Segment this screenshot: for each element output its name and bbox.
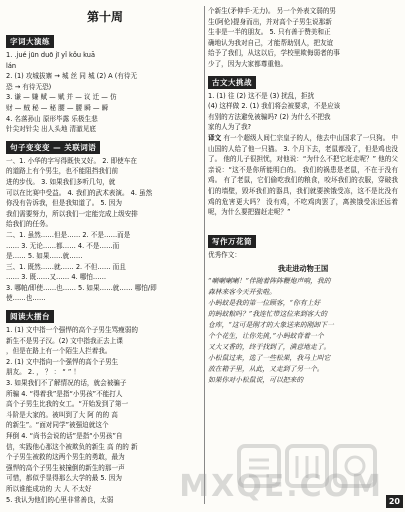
column-divider <box>204 6 205 504</box>
essay-line: 小蚂蚁是我的第一位顾客，“你有上好 <box>208 298 321 307</box>
essay-line: 如果你对小松鼠说，可以把来的 <box>208 375 304 384</box>
answer-line: 的道路上有个男生，也不能阻挡我们前 <box>6 167 119 176</box>
answer-line: …… 3. 既……又…… 4. 哪怕…… <box>6 273 107 282</box>
answer-line: 恐 → 有待无恐) <box>6 82 52 91</box>
section-header-reading: 阅读大擂台 <box>6 310 54 323</box>
answer-line: lán <box>6 61 17 70</box>
answer-line: 给予了我们，从这以后，学校里欺侮弱者的事 <box>208 49 340 58</box>
essay-line: 森林来客今天开张啦。 <box>208 287 276 296</box>
answer-line: 2. (1) 文中指向一个强悍的高个子男生 <box>6 357 119 366</box>
answer-line: 三、1. 既然……就…… 2. 不但…… 而且 <box>6 262 126 271</box>
excellent-essay-label: 优秀作文： <box>208 250 241 259</box>
reading-answers-continued <box>208 6 398 70</box>
classical-answers <box>208 91 398 229</box>
answer-line: 2. (1) 攻城拔寨 → 城 丝 同 城 (2) A (有待无 <box>6 72 138 81</box>
left-column <box>6 6 204 505</box>
answer-line: 二、1. 虽然……但是…… 2. 不是……而是 <box>6 230 131 239</box>
essay-line: 个个花生，让你先挑，”小蚂蚁背着一个 <box>208 331 324 340</box>
answer-line: ，但是在路上有一个陌生人拦着我。 <box>6 347 112 356</box>
essay-line: 又大又香的，终于找到了，满意地走了。 <box>208 342 331 351</box>
answer-line: 信，实践他心那这个被欺负的新生 高 的的 新 <box>6 442 138 451</box>
answer-line: 4. 名落孙山 原形毕露 乐极生悲 <box>6 114 98 123</box>
answer-line: 3. 哪帕/即使……也…… 5. 如果……就…… 哪怕/即 <box>6 283 157 292</box>
answer-line: 少了，因为大家都尊重他。 <box>208 59 288 68</box>
answer-line: 个子男生被救的这两个男生的勇敢，最为 <box>6 453 125 462</box>
answer-line: 所骗 4. “得着我”是指“小男孩”不能打人 <box>6 389 123 398</box>
translation-text: 有一个超级人间仁宗皇子的人，他去中山国求了一只狗。 中山国的人给了他一只猫。 3. 个月下去，老鼠都没了，但是鸡也没了。 他的儿子很担忧，对他说：“为什么不把它赶走呢？” 他的父亲说：“这不是你所能明白的。 我们的祸患是老鼠，不在于没有鸡。 有了老鼠，它们偷吃我们的粮食，咬坏我们的衣服，穿破我们的墙壁，毁坏我们的器具，我们就要挨饿受冻，这不是比没有鸡的危害更大吗？ 没有鸡，不吃鸡肉罢了，离挨饿受冻还远着呢，为什么要把猫赶走呢？” <box>208 133 398 217</box>
answer-line: 个新生(矛伸手·无力)。 另一个外表文弱的男 <box>208 7 337 15</box>
answer-line: 新生不是男子汉。(2) 文中指我正去上课 <box>6 336 123 345</box>
answer-line: 给我们的任务。 <box>6 220 53 229</box>
translation-label: 译文 <box>208 133 222 142</box>
answer-line: 朋友。 2. ， ？ ： “ ” ！ <box>6 368 80 377</box>
answer-line: 5. 我认为他们的心里非常善良，太弱 <box>6 495 114 504</box>
essay-line: 的蚂蚁粮吗？”我连忙带这位来到客大的 <box>208 309 328 318</box>
answer-line: 可以在比赛中受益。 4. 我们的武术表演。 4. 虽然 <box>6 188 153 197</box>
section-header-classical: 古文大挑战 <box>208 76 256 89</box>
answer-line: 拜倒 4. “尚书会说的话”是指“小男孩”自 <box>6 432 123 440</box>
sentence-answers <box>6 156 204 304</box>
answer-line: 一、1. 小华的字写得既快又好。 2. 即使车在 <box>6 156 137 165</box>
vocabulary-answers <box>6 50 204 135</box>
answer-line: 有别的方法避免被骗吗? (2) 为什么不把我 <box>208 112 331 121</box>
answer-line: 进的步伐。 3. 如果我们多听几句，就 <box>6 177 116 186</box>
answer-line: 针尖对针尖 出人头地 清澈见底 <box>6 125 96 134</box>
answer-line: 3. 如果我们不了解情况的话，就会被骗子 <box>6 379 127 388</box>
answer-line: 3. 谦 — 嫌 赋 — 赋 并 — 议 迁 — 仿 <box>6 93 117 102</box>
answer-line: 可惜，都似乎显得那么大学的最 5. 因为 <box>6 474 122 483</box>
page-number: 20 <box>386 495 403 508</box>
page-title: 第十周 <box>86 10 123 24</box>
answer-line: 的新生”。“面对同学”被强迫就这个 <box>6 421 109 430</box>
right-column <box>208 6 398 386</box>
answer-line: 1. (1) 往 (2) 这不是 (3) 扰乱，拒扰 <box>208 91 315 100</box>
answer-line: 生非是一半的朋友。 5. 只有善于赞美和正 <box>208 28 331 37</box>
answer-line: 1. .jué jūn duō jī yǐ kǒu kuā <box>6 51 95 59</box>
section-header-vocabulary: 字词大演练 <box>6 35 54 48</box>
answer-line: (4) 这样做 2. (1) 我们将会被要求，不是应该 <box>208 102 341 111</box>
translation-paragraph <box>208 133 398 229</box>
essay-title: 我走进动物王国 <box>277 263 329 273</box>
answer-line: 财 — 贼 秘 — 秘 腰 — 腰 瞬 — 瞬 <box>6 103 109 112</box>
answer-line: 1. (1) 文中指一个强悍的高个子男生骂瘦弱的 <box>6 326 138 335</box>
essay-line: 仓库，“这可是刚才的大象送来的刚卸下一 <box>208 320 334 329</box>
answer-line: 家的人为了我? <box>208 123 252 132</box>
answer-line: 确地认为我对自己，才能帮助别人，把友谊 <box>208 38 334 47</box>
essay-line: “喇喇喇喇！”伴随着阵阵鞭炮声响，我的 <box>208 276 331 285</box>
section-header-writing: 写作万花筒 <box>208 235 256 248</box>
answer-line: 生(阿伦)提身而出，并对高个子男生说那新 <box>208 17 332 26</box>
answer-line: 使……也…… <box>6 294 46 303</box>
watermark-text: MXQE.COM <box>179 469 383 504</box>
answer-line: 斗阶是大家的。被叫到了大 阿 的的 高 <box>6 410 118 419</box>
essay-body <box>208 276 398 386</box>
essay-line: 小松鼠过来，选了一些松果，我马上叫它 <box>208 353 331 362</box>
answer-line: 我们需要努力，所以我们一定能完成上级安排 <box>6 209 138 218</box>
answer-line: 强悍的高个子男生被撞倒的新生的那一声 <box>6 463 125 472</box>
answer-line: 高个子男生比我的女工。“开始发到了第一 <box>6 400 129 409</box>
reading-answers <box>6 325 204 505</box>
answer-line: 是…… 5. 如果……就…… <box>6 252 83 261</box>
essay-line: 放在箱子里，从此，又走到了另一个。 <box>208 364 324 373</box>
answer-line: 所以谁能成功的 大 人 不太好 <box>6 484 92 493</box>
section-header-sentences: 句子变变变 — 关联词语 <box>6 141 100 154</box>
answer-line: 你没有告诉我，但是我知道了。 5. 因为 <box>6 199 122 208</box>
answer-line: …… 3. 无论……都…… 4. 不是……而 <box>6 241 120 250</box>
